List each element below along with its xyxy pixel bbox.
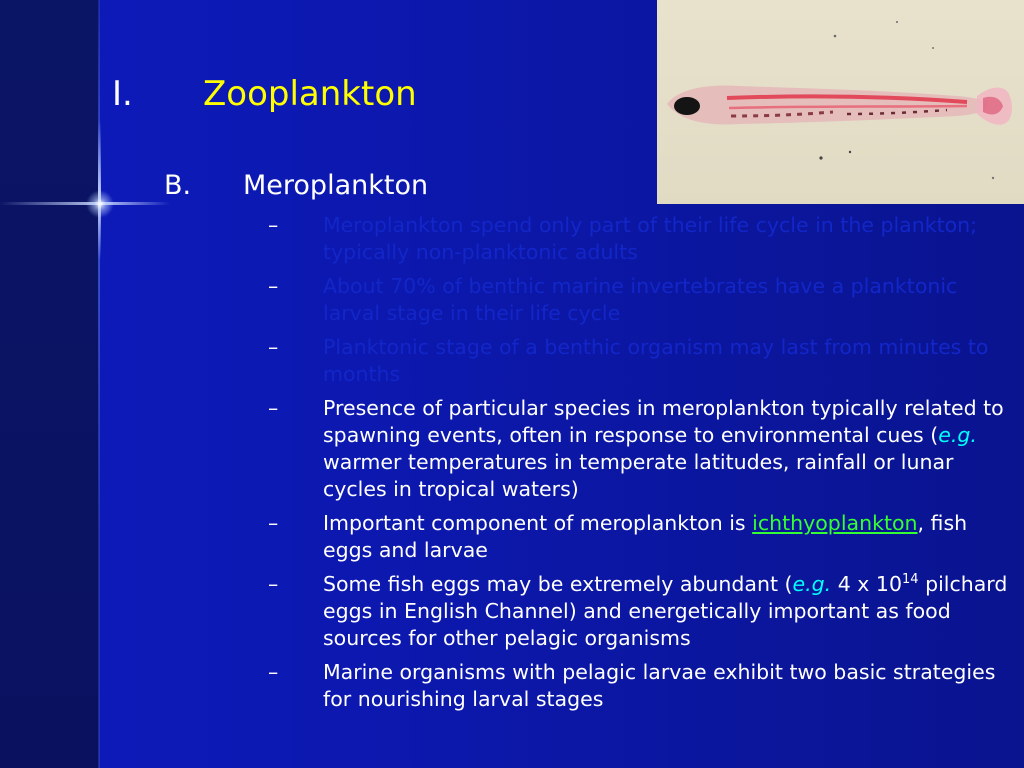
- subtitle-letter: B.: [164, 170, 192, 201]
- bullet-text-part: Presence of particular species in meroplankton typically related to spawning events, often in response to environmental cues (: [323, 396, 1004, 447]
- bullet-text: Planktonic stage of a benthic organism may last from minutes to months: [323, 335, 989, 386]
- band-edge-line: [98, 0, 100, 768]
- bullet-item: [262, 571, 1022, 652]
- bullet-dash: –: [268, 396, 279, 420]
- bullet-text-part: Important component of meroplankton is: [323, 511, 753, 535]
- bullet-item: [262, 395, 1022, 503]
- bullet-text: Meroplankton spend only part of their life cycle in the plankton; typically non-planktonic adults: [323, 213, 978, 264]
- bullet-dash: –: [268, 274, 279, 298]
- bullet-text-part: pilchard eggs in English Channel) and energetically important as food sources for other pelagic organisms: [323, 572, 1008, 650]
- ichthyoplankton-link[interactable]: ichthyoplankton: [752, 511, 918, 535]
- bullet-item: [262, 273, 1022, 327]
- star-flare-horizontal: [0, 202, 170, 205]
- bullet-text: About 70% of benthic marine invertebrates have a planktonic larval stage in their life cycle: [323, 274, 958, 325]
- bullet-dash: –: [268, 572, 279, 596]
- slide-title: Zooplankton: [203, 74, 417, 114]
- bullet-dash: –: [268, 660, 279, 684]
- emphasis-text: e.g.: [938, 423, 977, 447]
- bullet-text: Marine organisms with pelagic larvae exhibit two basic strategies for nourishing larval stages: [323, 660, 996, 711]
- left-band: [0, 0, 99, 768]
- bullet-dash: –: [268, 213, 279, 237]
- emphasis-text: e.g.: [792, 572, 832, 596]
- bullet-text: [323, 395, 1013, 503]
- bullet-text-part: Some fish eggs may be extremely abundant (: [323, 572, 793, 596]
- title-number: I.: [112, 74, 133, 114]
- slide-subtitle: Meroplankton: [243, 170, 429, 201]
- bullet-text-part: , fish eggs and larvae: [323, 511, 968, 562]
- fish-larva-photo: [657, 0, 1024, 204]
- star-flare-icon: [86, 190, 114, 218]
- bullet-dash: –: [268, 335, 279, 359]
- bullet-text-part: 4 x 10: [831, 572, 903, 596]
- bullet-item: [262, 212, 1022, 266]
- bullet-text-part: warmer temperatures in temperate latitudes, rainfall or lunar cycles in tropical waters): [323, 450, 954, 501]
- bullet-list: [262, 212, 1022, 720]
- exponent: 14: [902, 572, 919, 588]
- bullet-item: [262, 334, 1022, 388]
- bullet-item: [262, 510, 1022, 564]
- bullet-dash: –: [268, 511, 279, 535]
- bullet-item: [262, 659, 1022, 713]
- fish-larva-image: [657, 0, 1024, 204]
- bullet-text: [323, 571, 1013, 652]
- bullet-text: [323, 510, 1013, 564]
